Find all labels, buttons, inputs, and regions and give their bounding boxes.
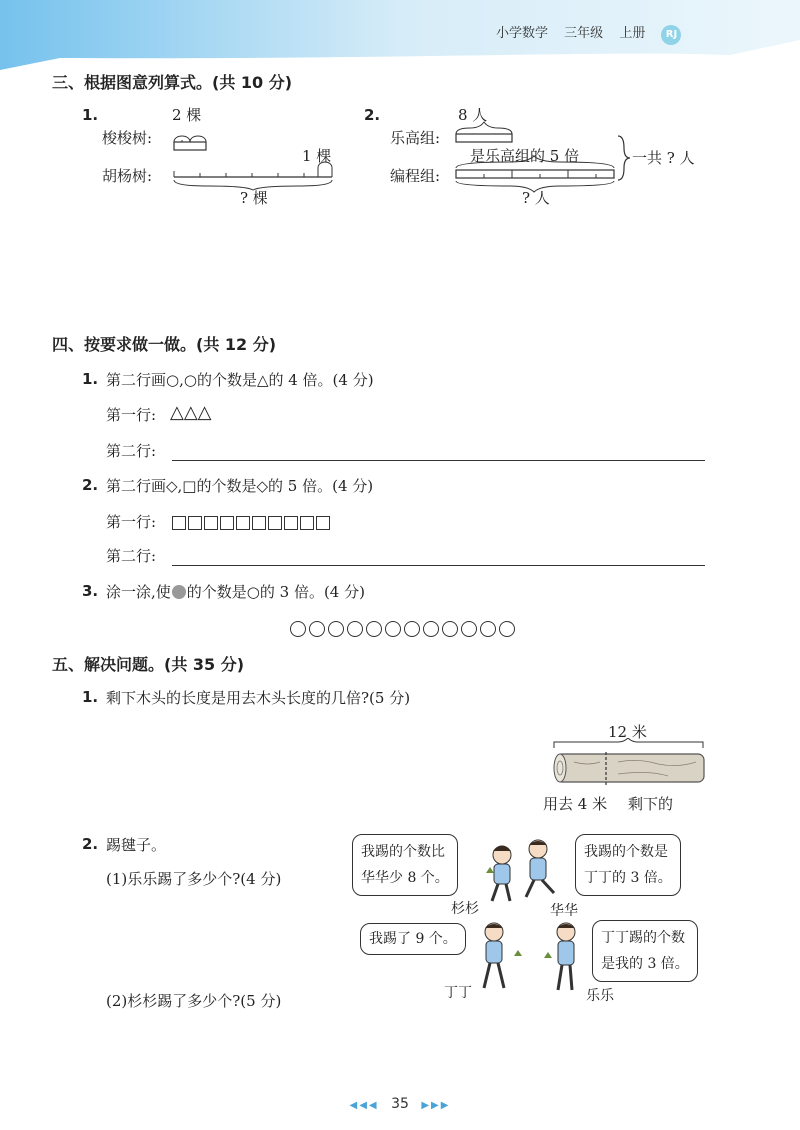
s4-q2-number: 2. — [82, 476, 99, 494]
name-lele: 乐乐 — [586, 988, 614, 1004]
speech-bubble-shanshan — [352, 834, 458, 896]
square-shape — [268, 516, 282, 530]
s4-q3-text — [106, 581, 365, 602]
header-grade: 三年级 — [564, 26, 604, 41]
speech-bubble-dingding — [360, 923, 466, 955]
next-arrows-icon: ▶▶▶ — [421, 1100, 451, 1111]
circle-shape[interactable] — [499, 621, 515, 637]
prev-arrows-icon: ◀◀◀ — [349, 1100, 379, 1111]
bubble-line: 丁丁踢的个数 — [601, 930, 685, 946]
square-shape — [188, 516, 202, 530]
bubble-line: 华华少 8 个。 — [361, 870, 449, 886]
s4-q1-row2-label: 第二行: — [106, 442, 157, 460]
section5-title: 五、解决问题。(共 35 分) — [52, 655, 245, 674]
s5-q1-remain: 剩下的 — [628, 795, 674, 813]
bubble-line: 我踢的个数比 — [361, 844, 445, 860]
s5-q2-sub1: (1)乐乐踢了多少个?(4 分) — [106, 870, 282, 888]
name-huahua: 华华 — [550, 903, 578, 919]
s3-q1-row1-label: 梭梭树: — [102, 129, 153, 147]
bubble-line: 丁丁的 3 倍。 — [584, 870, 672, 886]
s3-q1-bar-diagram — [168, 120, 343, 192]
s3-q2-total: ? 人 — [522, 189, 550, 207]
s3-q2-number: 2. — [364, 106, 381, 124]
s3-q2-relation: 是乐高组的 5 倍 — [470, 147, 580, 165]
s5-q2-title: 踢毽子。 — [106, 836, 167, 854]
circle-shape[interactable] — [385, 621, 401, 637]
s5-q2-sub2: (2)杉杉踢了多少个?(5 分) — [106, 992, 282, 1010]
s5-q1-used: 用去 4 米 — [543, 795, 608, 813]
header-badge: RJ — [661, 25, 681, 45]
s4-q1-triangles: △△△ — [170, 402, 212, 423]
s3-q2-sum: 一共 ? 人 — [632, 149, 695, 167]
s3-q1-total: ? 棵 — [240, 189, 268, 207]
circle-shape[interactable] — [328, 621, 344, 637]
square-shape — [236, 516, 250, 530]
s3-q2-row2-label: 编程组: — [390, 167, 441, 185]
circle-shape[interactable] — [347, 621, 363, 637]
circle-shape[interactable] — [442, 621, 458, 637]
s5-q1-length: 12 米 — [608, 723, 647, 741]
s4-q1-row1-label: 第一行: — [106, 406, 157, 424]
s4-q2-row1-label: 第一行: — [106, 513, 157, 531]
circle-shape[interactable] — [290, 621, 306, 637]
s4-q2-squares — [172, 512, 332, 531]
square-shape — [300, 516, 314, 530]
s3-q1-row1-value: 2 棵 — [172, 106, 202, 124]
s4-q2-answer-line[interactable] — [172, 565, 705, 566]
s4-q3-circles[interactable] — [290, 618, 518, 637]
s4-q3-text-post: 的个数是○的 3 倍。(4 分) — [186, 583, 365, 601]
s5-q1-number: 1. — [82, 688, 99, 706]
circle-shape[interactable] — [366, 621, 382, 637]
filled-circle-icon — [172, 585, 186, 599]
bubble-line: 是我的 3 倍。 — [601, 956, 689, 972]
speech-bubble-huahua — [575, 834, 681, 896]
s4-q3-text-pre: 涂一涂,使 — [106, 583, 171, 601]
square-shape — [172, 516, 186, 530]
log-illustration — [548, 738, 712, 788]
bubble-line: 我踢的个数是 — [584, 844, 668, 860]
bubble-line: 我踢了 9 个。 — [369, 931, 457, 947]
s3-q1-row2-value: 1 棵 — [302, 147, 332, 165]
square-shape — [252, 516, 266, 530]
header-subject: 小学数学 — [496, 26, 549, 41]
s4-q1-answer-line[interactable] — [172, 460, 705, 461]
square-shape — [316, 516, 330, 530]
kid-dingding-illustration — [470, 918, 530, 998]
square-shape — [204, 516, 218, 530]
circle-shape[interactable] — [309, 621, 325, 637]
s4-q1-text: 第二行画○,○的个数是△的 4 倍。(4 分) — [106, 371, 374, 389]
s3-q2-row1-value: 8 人 — [458, 106, 488, 124]
square-shape — [284, 516, 298, 530]
page-header — [496, 22, 693, 45]
circle-shape[interactable] — [461, 621, 477, 637]
s5-q1-text: 剩下木头的长度是用去木头长度的几倍?(5 分) — [106, 689, 411, 707]
circle-shape[interactable] — [404, 621, 420, 637]
page-footer — [0, 1096, 800, 1112]
s5-q2-number: 2. — [82, 835, 99, 853]
kids-shanshan-huahua-illustration — [480, 835, 580, 910]
s3-q1-number: 1. — [82, 106, 99, 124]
circle-shape[interactable] — [480, 621, 496, 637]
s3-q2-row1-label: 乐高组: — [390, 129, 441, 147]
s3-q1-row2-label: 胡杨树: — [102, 167, 153, 185]
speech-bubble-lele — [592, 920, 698, 982]
name-shanshan: 杉杉 — [451, 901, 479, 917]
s4-q2-text: 第二行画◇,□的个数是◇的 5 倍。(4 分) — [106, 477, 374, 495]
s4-q1-number: 1. — [82, 370, 99, 388]
section4-title: 四、按要求做一做。(共 12 分) — [52, 335, 277, 354]
circle-shape[interactable] — [423, 621, 439, 637]
page-number: 35 — [391, 1096, 409, 1112]
section3-title: 三、根据图意列算式。(共 10 分) — [52, 73, 293, 92]
s3-q2-bar-diagram — [450, 118, 632, 194]
s4-q3-number: 3. — [82, 582, 99, 600]
s4-q2-row2-label: 第二行: — [106, 547, 157, 565]
square-shape — [220, 516, 234, 530]
name-dingding: 丁丁 — [444, 985, 472, 1001]
header-volume: 上册 — [619, 26, 646, 41]
